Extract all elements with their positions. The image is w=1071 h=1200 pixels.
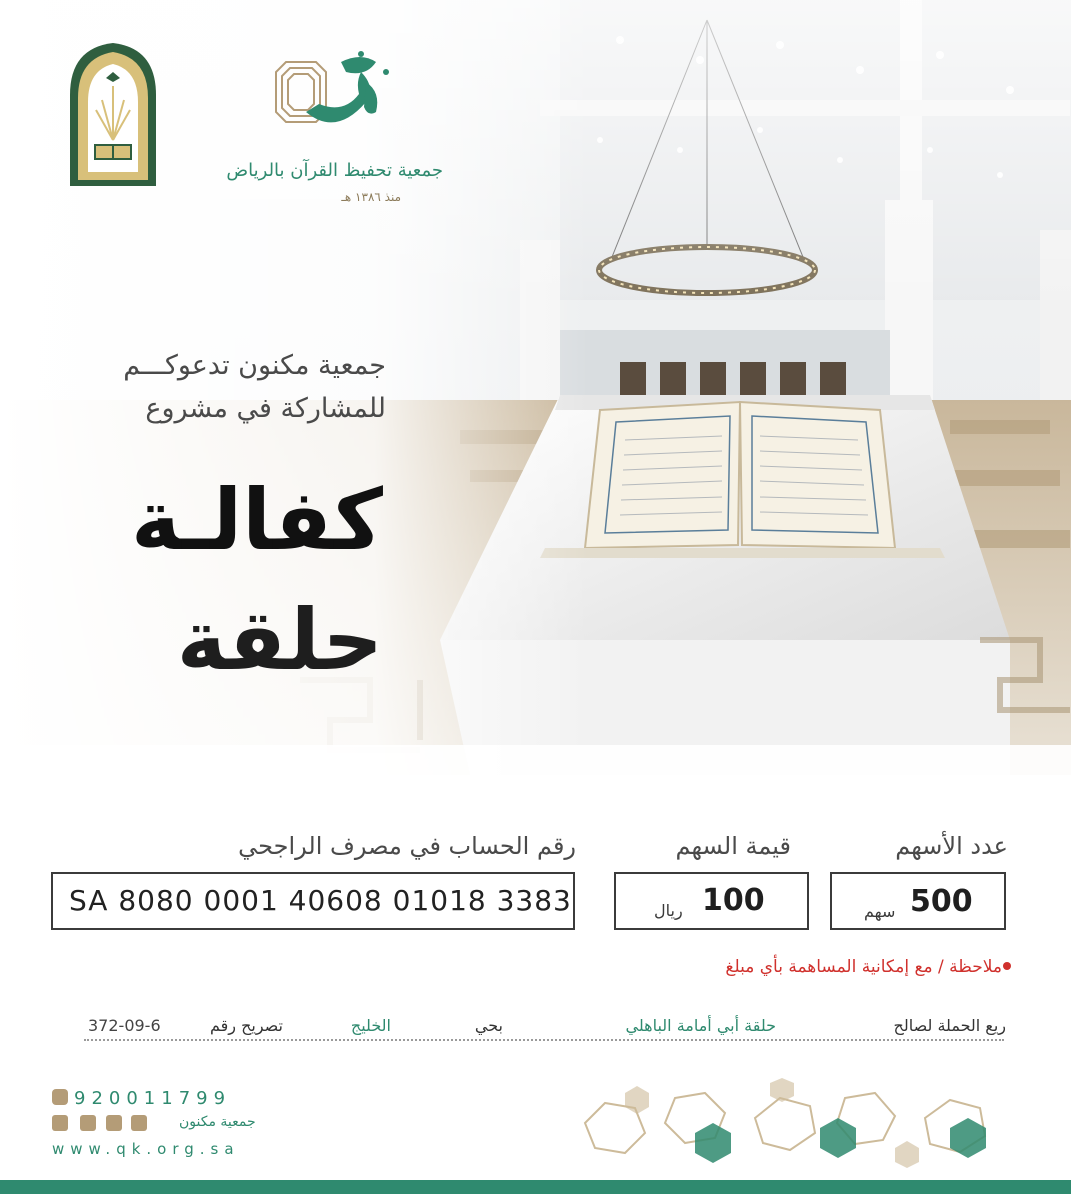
invite-line-1: جمعية مكنون تدعوكـــم <box>123 350 386 381</box>
title-line-2: حلقة <box>176 591 383 689</box>
beneficiary-dotted-line <box>84 1039 1004 1041</box>
share-value-label: قيمة السهم <box>675 832 791 860</box>
phone-icon <box>52 1089 68 1105</box>
note-bullet <box>1003 962 1011 970</box>
account-number-label: رقم الحساب في مصرف الراجحي <box>238 832 576 860</box>
beneficiary-label: ريع الحملة لصالح <box>893 1016 1006 1035</box>
shares-count-box <box>830 872 1006 930</box>
share-value-currency: ريال <box>654 901 683 920</box>
account-number-value[interactable]: SA 8080 0001 40608 01018 3383 <box>69 884 572 917</box>
ministry-logo <box>66 40 160 190</box>
title-line-1: كفالـة <box>130 471 383 569</box>
founded-since: منذ ١٣٨٦ هـ <box>341 190 401 204</box>
permit-label: تصريح رقم <box>209 1016 283 1035</box>
invite-line-2: للمشاركة في مشروع <box>145 393 386 424</box>
share-value-box <box>614 872 809 930</box>
organization-name: جمعية تحفيظ القرآن بالرياض <box>226 160 443 181</box>
share-value-amount: 100 <box>702 883 765 918</box>
district-name: الخليج <box>350 1016 391 1035</box>
social-handle: جمعية مكنون <box>179 1114 256 1130</box>
shares-count-unit: سهم <box>864 902 896 921</box>
contribution-note: ملاحظة / مع إمكانية المساهمة بأي مبلغ <box>725 957 1002 977</box>
instagram-icon[interactable] <box>106 1115 122 1131</box>
bottom-green-bar <box>0 1180 1071 1194</box>
website-link[interactable]: www.qk.org.sa <box>52 1140 240 1158</box>
geometric-pattern <box>565 1078 1015 1168</box>
twitter-icon[interactable] <box>52 1115 68 1131</box>
district-label: بحي <box>474 1016 503 1035</box>
circle-name: حلقة أبي أمامة الباهلي <box>625 1016 776 1035</box>
shares-count-label: عدد الأسهم <box>895 832 1008 860</box>
facebook-icon[interactable] <box>80 1115 96 1131</box>
permit-number: 372-09-6 <box>88 1016 161 1035</box>
shares-count-value: 500 <box>910 884 973 919</box>
account-number-box <box>51 872 575 930</box>
bottom-white-strip <box>0 1194 1071 1200</box>
youtube-icon[interactable] <box>131 1115 147 1131</box>
phone-number[interactable]: 920011799 <box>74 1088 232 1109</box>
maknoon-logo <box>266 42 404 146</box>
